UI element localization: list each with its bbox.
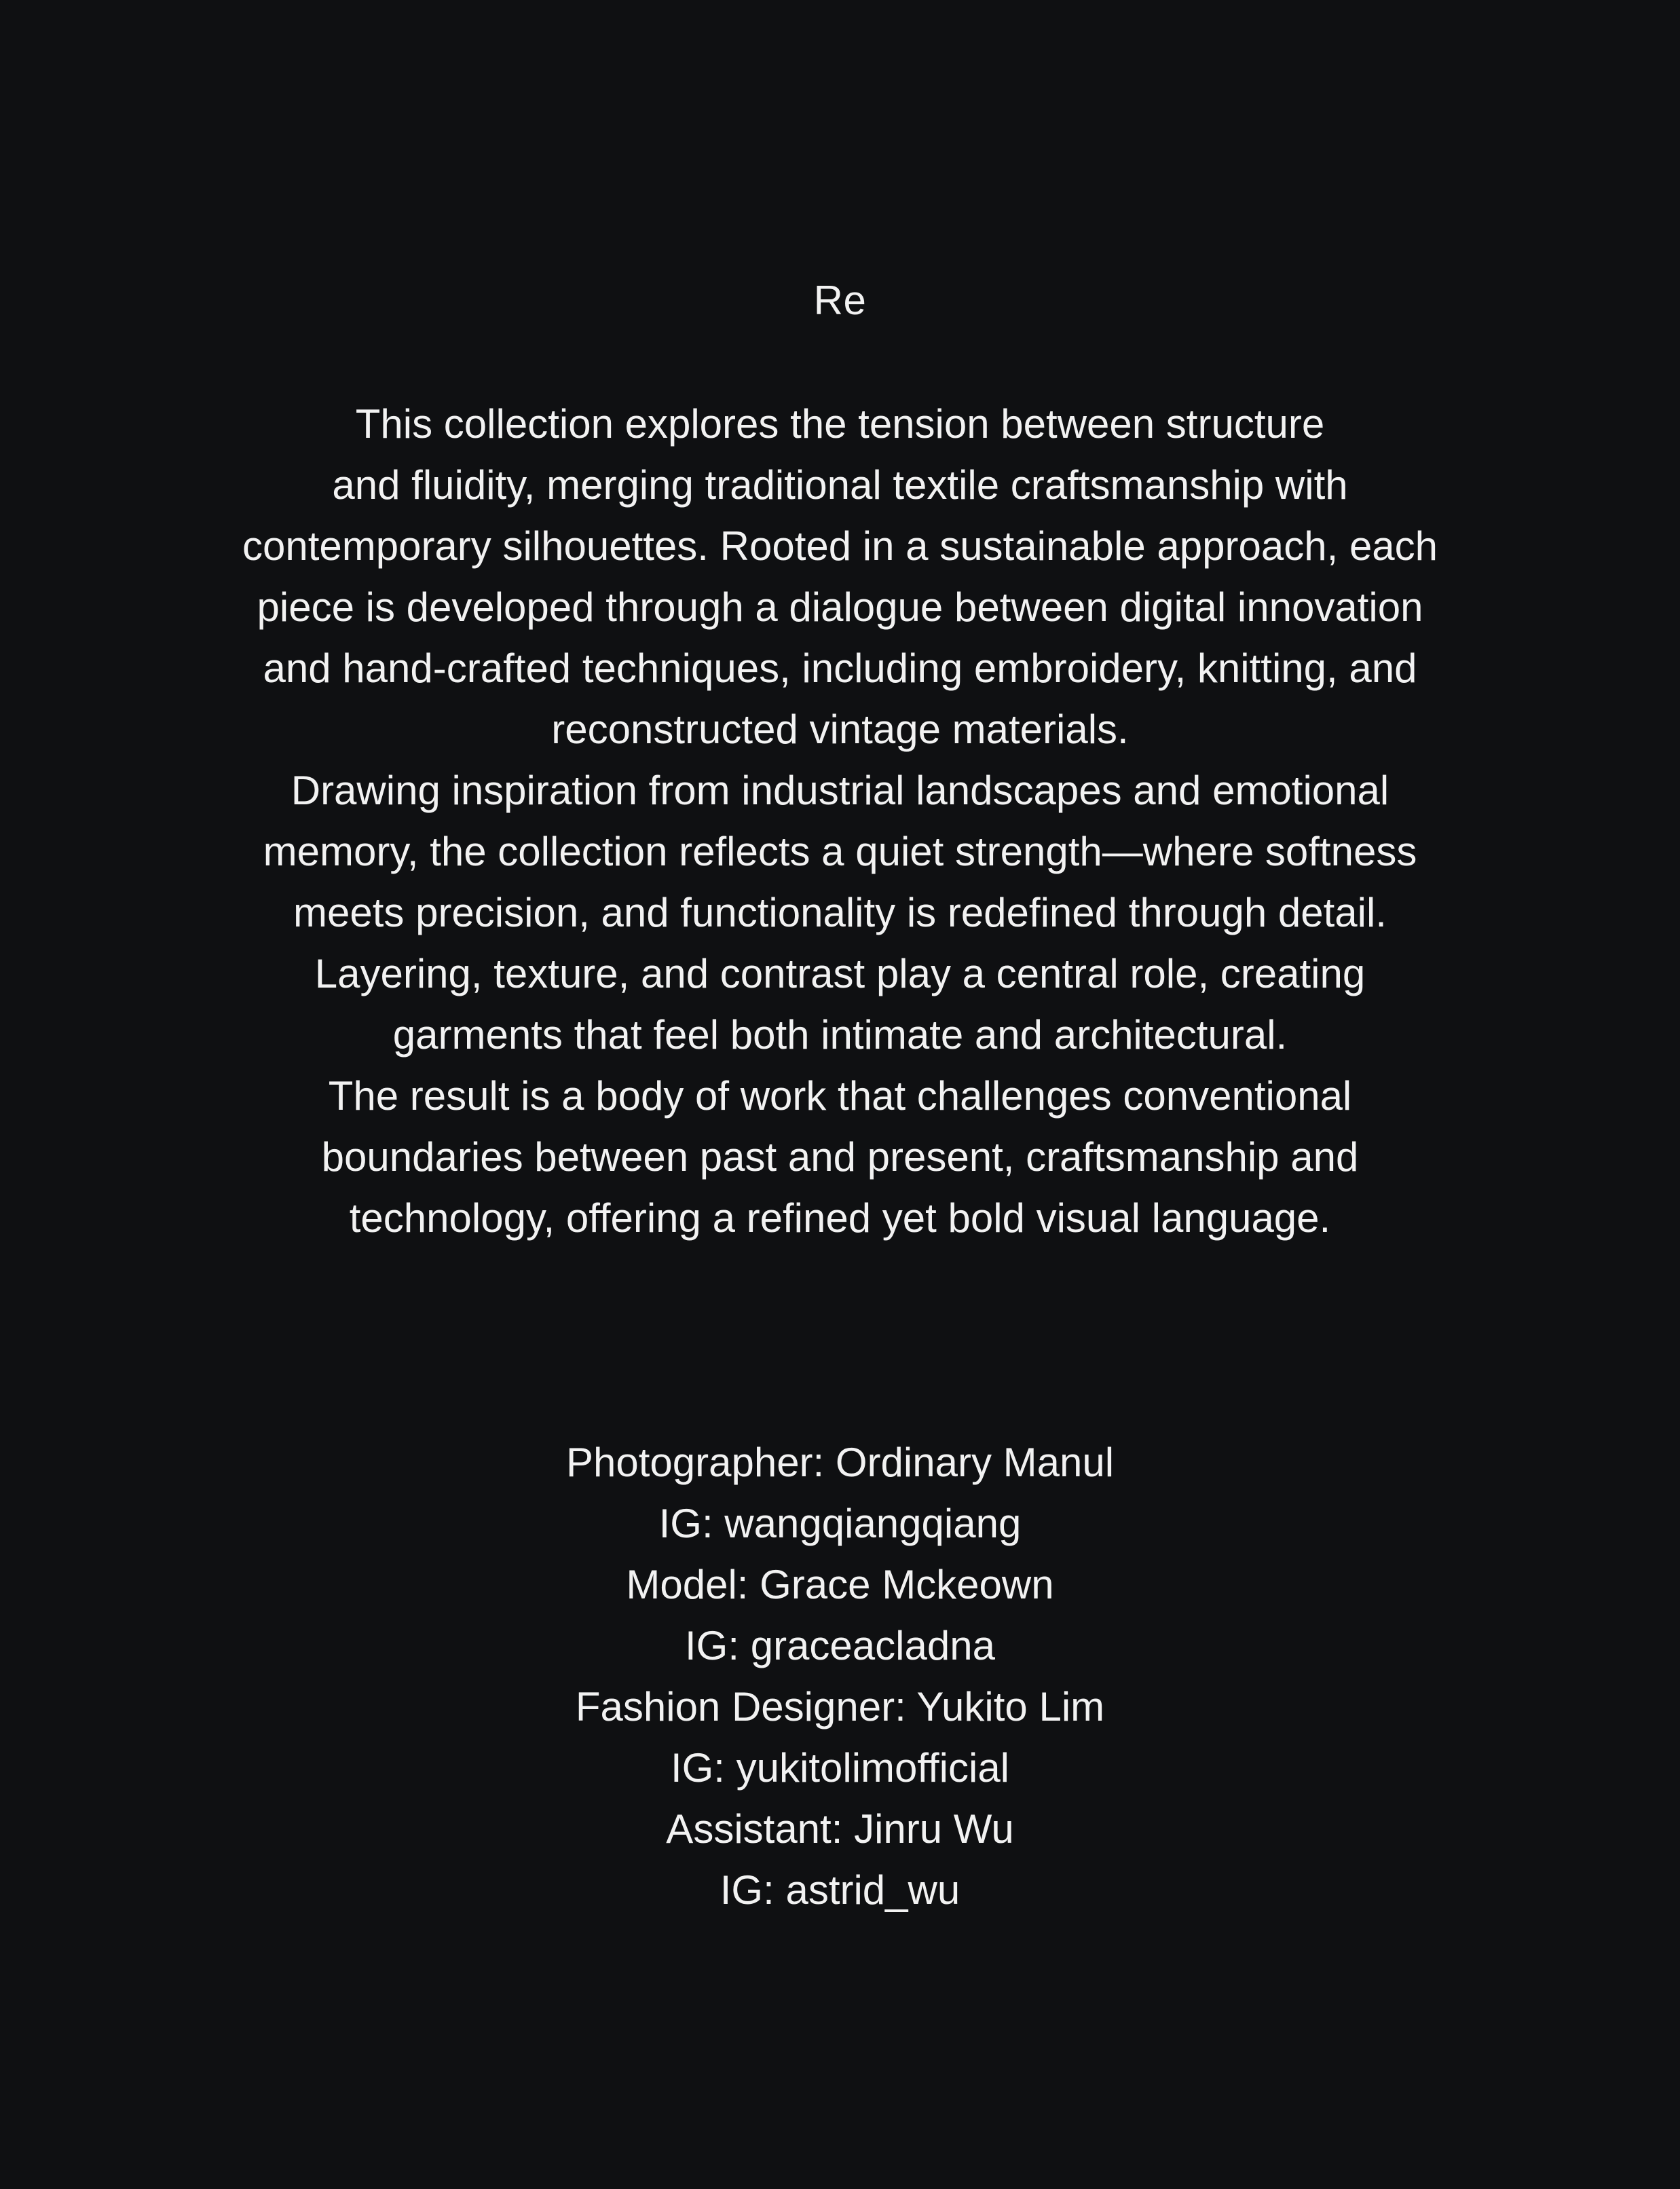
- credit-photographer: Photographer: Ordinary Manul: [565, 1440, 1115, 1485]
- credit-fashion-designer-ig: IG: yukitolimofficial: [670, 1745, 1010, 1791]
- statement-line: and fluidity, merging traditional textile craftsmanship with: [332, 462, 1348, 508]
- statement-line: reconstructed vintage materials.: [551, 707, 1129, 752]
- statement-line: Drawing inspiration from industrial landscapes and emotional: [291, 768, 1389, 813]
- credit-assistant: Assistant: Jinru Wu: [666, 1806, 1014, 1852]
- statement-line: This collection explores the tension between structure: [355, 401, 1325, 447]
- collection-statement: [122, 394, 1558, 1249]
- statement-line: boundaries between past and present, craftsmanship and: [321, 1134, 1359, 1180]
- statement-line: technology, offering a refined yet bold visual language.: [349, 1195, 1331, 1241]
- statement-line: contemporary silhouettes. Rooted in a sustainable approach, each: [242, 523, 1438, 569]
- collection-title: Re: [813, 278, 867, 323]
- statement-line: Layering, texture, and contrast play a central role, creating: [314, 951, 1366, 996]
- credit-photographer-ig: IG: wangqiangqiang: [658, 1501, 1022, 1546]
- credit-model: Model: Grace Mckeown: [626, 1562, 1054, 1607]
- statement-line: and hand-crafted techniques, including embroidery, knitting, and: [263, 646, 1417, 691]
- credits: [0, 1432, 1680, 1921]
- credit-assistant-ig: IG: astrid_wu: [720, 1867, 960, 1913]
- statement-line: piece is developed through a dialogue between digital innovation: [257, 584, 1423, 630]
- credit-fashion-designer: Fashion Designer: Yukito Lim: [575, 1684, 1105, 1729]
- statement-line: memory, the collection reflects a quiet strength—where softness: [263, 829, 1417, 874]
- statement-line: meets precision, and functionality is redefined through detail.: [293, 890, 1387, 935]
- credit-model-ig: IG: graceacladna: [685, 1623, 995, 1668]
- statement-line: The result is a body of work that challenges conventional: [328, 1073, 1352, 1119]
- statement-line: garments that feel both intimate and architectural.: [392, 1012, 1288, 1058]
